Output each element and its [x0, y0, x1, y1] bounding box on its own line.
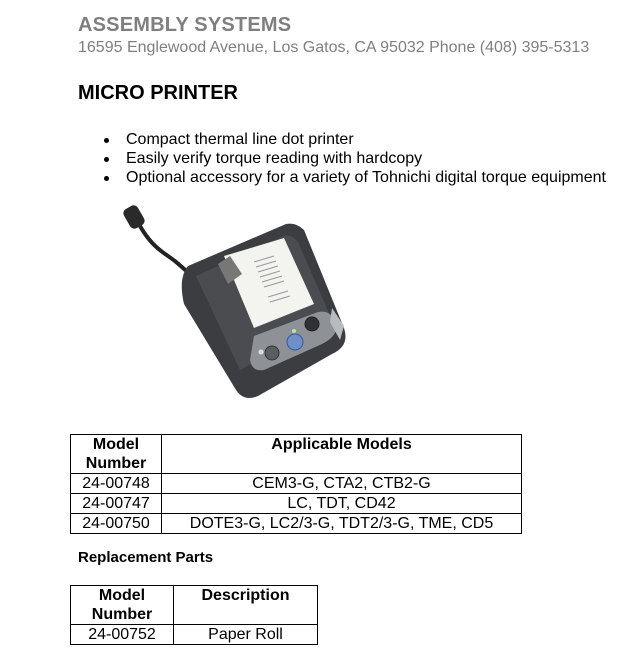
applicable-models-cell: CEM3-G, CTA2, CTB2-G [162, 474, 522, 494]
company-name: ASSEMBLY SYSTEMS [78, 14, 292, 36]
table-row [71, 514, 522, 534]
column-header: Model Number [71, 435, 162, 474]
model-number-cell: 24-00747 [71, 494, 162, 514]
applicable-models-table [70, 434, 522, 534]
table-header-row [71, 435, 522, 474]
feature-item: Optional accessory for a variety of Tohnichi digital torque equipment [100, 168, 606, 187]
company-address: 16595 Englewood Avenue, Los Gatos, CA 95032 Phone (408) 395-5313 [78, 39, 590, 56]
applicable-models-cell: DOTE3-G, LC2/3-G, TDT2/3-G, TME, CD5 [162, 514, 522, 534]
table-row [71, 625, 318, 645]
product-title: MICRO PRINTER [78, 82, 238, 104]
model-number-cell: 24-00748 [71, 474, 162, 494]
table-header-row [71, 586, 318, 625]
feature-item: Easily verify torque reading with hardcopy [100, 149, 606, 168]
column-header: Description [174, 586, 318, 625]
column-header: Model Number [71, 586, 174, 625]
table-row [71, 494, 522, 514]
model-number-cell: 24-00750 [71, 514, 162, 534]
replacement-parts-heading: Replacement Parts [78, 549, 214, 566]
replacement-parts-table [70, 585, 318, 645]
feature-item: Compact thermal line dot printer [100, 130, 606, 149]
column-header: Applicable Models [162, 435, 522, 474]
table-row [71, 474, 522, 494]
feature-list [100, 130, 606, 187]
applicable-models-cell: LC, TDT, CD42 [162, 494, 522, 514]
description-cell: Paper Roll [174, 625, 318, 645]
printer-photo [118, 200, 354, 400]
model-number-cell: 24-00752 [71, 625, 174, 645]
